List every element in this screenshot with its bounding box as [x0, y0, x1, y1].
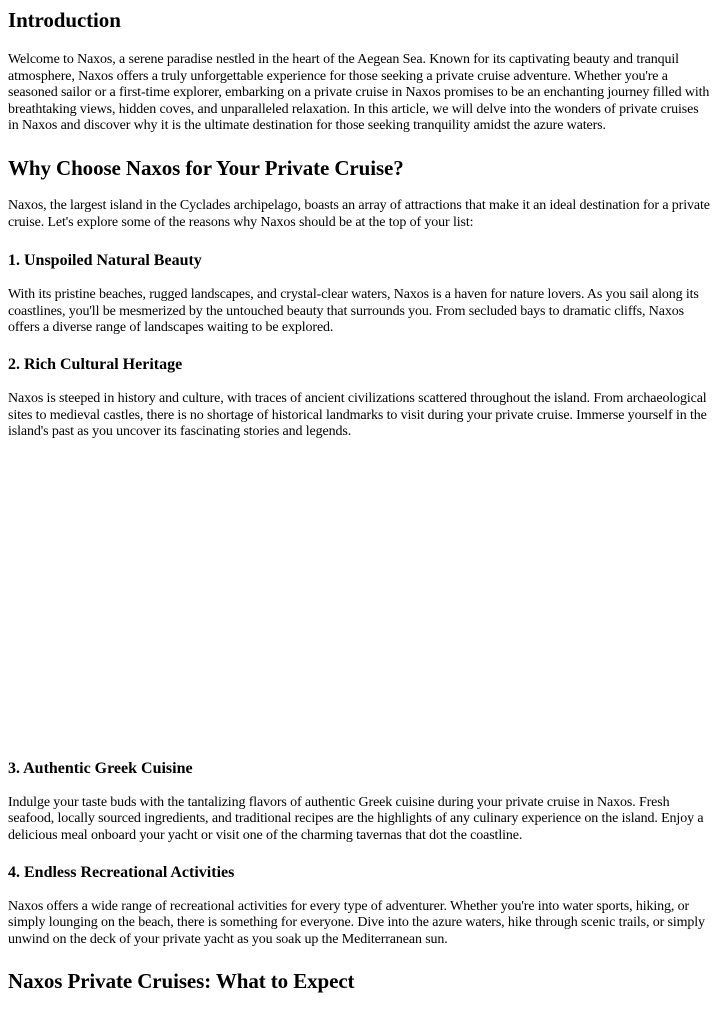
- reason-3-heading: 3. Authentic Greek Cuisine: [8, 759, 193, 777]
- why-choose-paragraph: Naxos, the largest island in the Cyclades archipelago, boasts an array of attractions that make it an ideal destination for a private cruise. Let's explore some of the reasons why Naxos should be at the top of your list:: [8, 197, 710, 230]
- why-choose-heading: Why Choose Naxos for Your Private Cruise?: [8, 155, 404, 180]
- reason-1-paragraph: With its pristine beaches, rugged landscapes, and crystal-clear waters, Naxos is a haven for nature lovers. As you sail along its coastlines, you'll be mesmerized by the untouched beauty that surrounds you. From secluded bays to dramatic cliffs, Naxos offers a diverse range of landscapes waiting to be explored.: [8, 287, 699, 336]
- introduction-paragraph: Welcome to Naxos, a serene paradise nestled in the heart of the Aegean Sea. Known for its captivating beauty and tranquil atmosphere, Naxos offers a truly unforgettable experience for those seeking a private cruise adventure. Whether you're a seasoned sailor or a first-time explorer, embarking on a private cruise in Naxos promises to be an enchanting journey filled with breathtaking views, hidden coves, and unparalleled relaxation. In this article, we will delve into the wonders of private cruises in Naxos and discover why it is the ultimate destination for those seeking tranquility amidst the azure waters.: [8, 52, 710, 134]
- reason-2-paragraph: Naxos is steeped in history and culture, with traces of ancient civilizations scattered throughout the island. From archaeological sites to medieval castles, there is no shortage of historical landmarks to visit during your private cruise. Immerse yourself in the island's past as you uncover its fascinating stories and legends.: [8, 390, 707, 440]
- introduction-heading: Introduction: [8, 8, 121, 32]
- reason-4-paragraph: Naxos offers a wide range of recreational activities for every type of adventurer. Whether you're into water sports, hiking, or simply lounging on the beach, there is something for everyone. Dive into the azure waters, hike through scenic trails, or simply unwind on the deck of your private yacht as you soak up the Mediterranean sun.: [8, 898, 705, 947]
- what-to-expect-heading: Naxos Private Cruises: What to Expect: [8, 969, 355, 994]
- reason-3-paragraph: Indulge your taste buds with the tantalizing flavors of authentic Greek cuisine during your private cruise in Naxos. Fresh seafood, locally sourced ingredients, and traditional recipes are the highlights of any culinary experience on the island. Enjoy a delicious meal onboard your yacht or visit one of the charming tavernas that dot the coastline.: [8, 794, 704, 843]
- reason-1-heading: 1. Unspoiled Natural Beauty: [8, 252, 202, 270]
- blank-space: [8, 441, 712, 759]
- reason-4-heading: 4. Endless Recreational Activities: [8, 863, 235, 881]
- reason-2-heading: 2. Rich Cultural Heritage: [8, 355, 183, 373]
- document-page: [8, 0, 712, 994]
